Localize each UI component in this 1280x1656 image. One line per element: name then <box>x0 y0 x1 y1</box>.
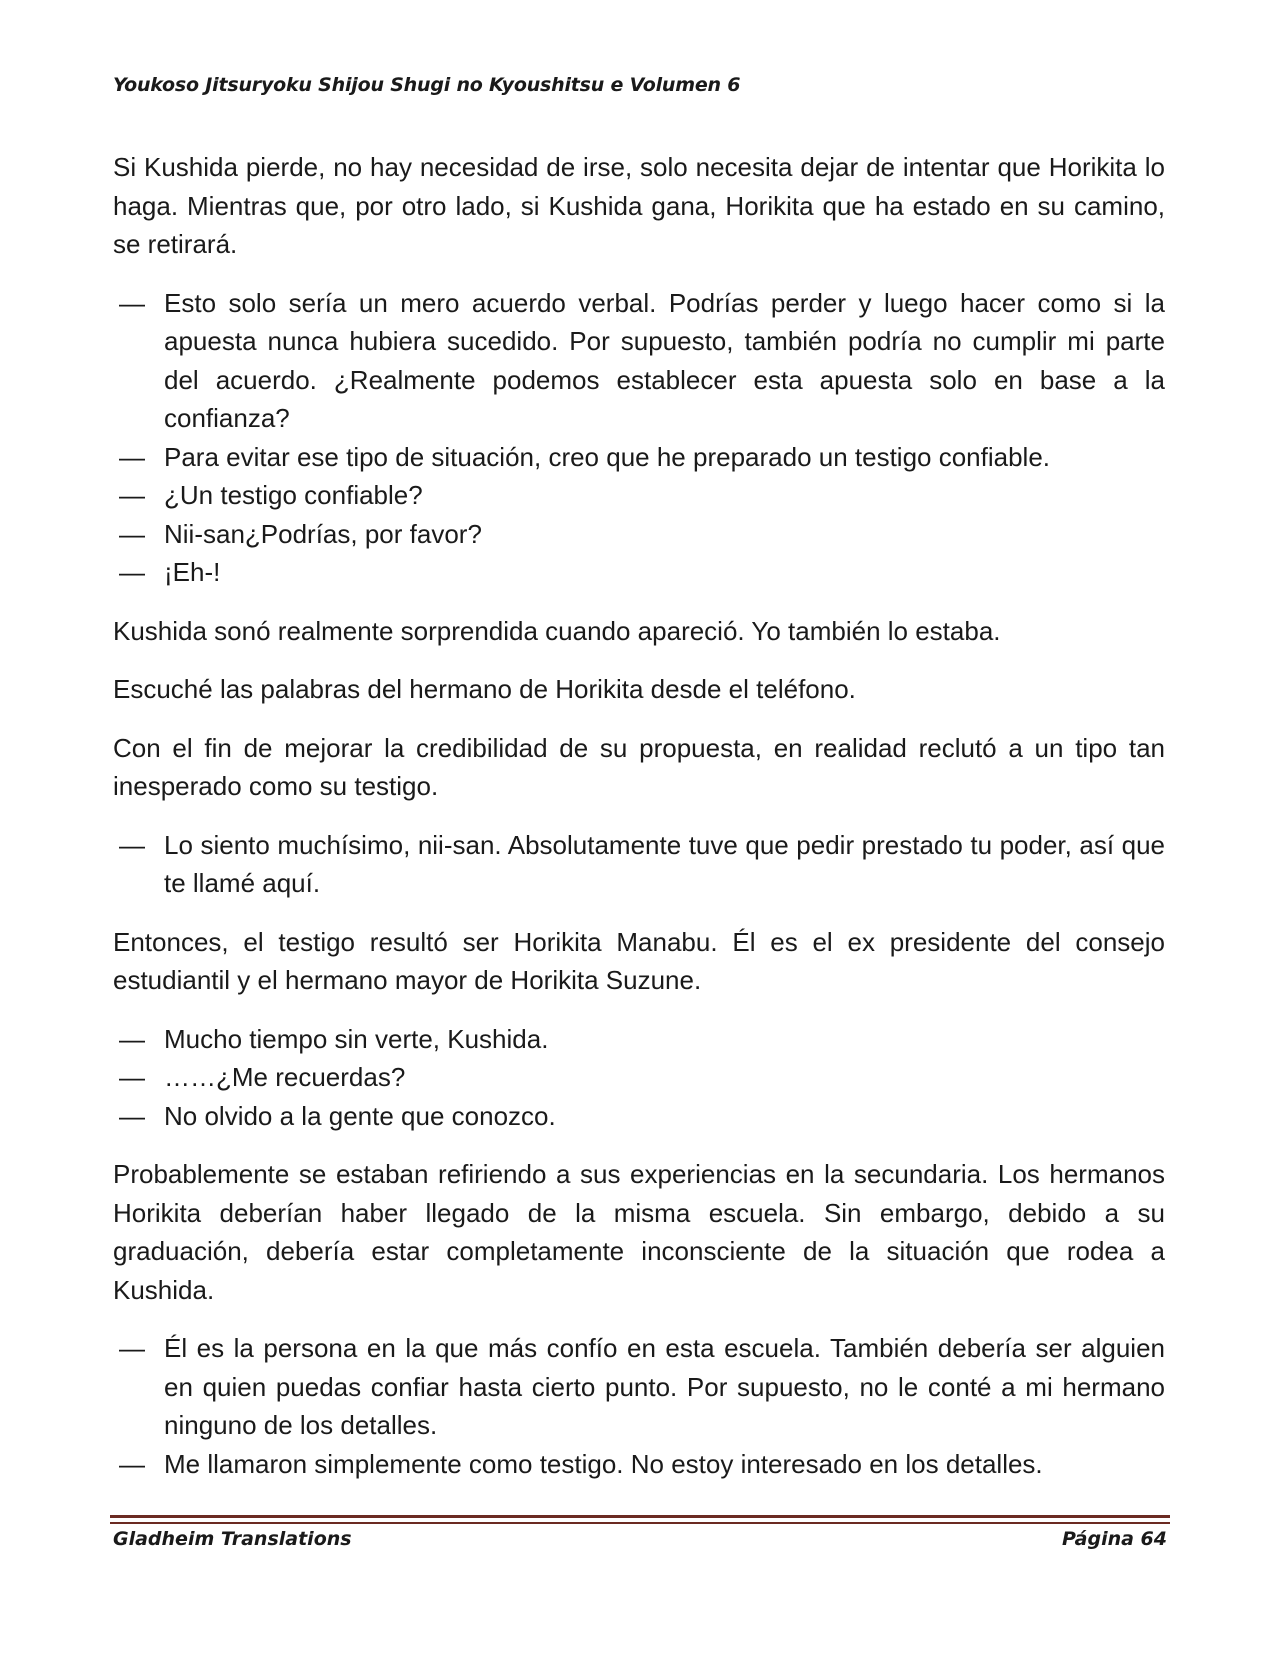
dialogue-group <box>113 1329 1165 1483</box>
dialogue-text: Mucho tiempo sin verte, Kushida. <box>164 1023 549 1054</box>
dialogue-text: Nii-san¿Podrías, por favor? <box>164 518 482 549</box>
dialogue-line <box>119 284 1165 438</box>
dialogue-line <box>119 1058 1165 1097</box>
dialogue-text: Él es la persona en la que más confío en esta escuela. También debería ser alguien en quien puedas confiar hasta cierto punto. Por supuesto, no le conté a mi hermano ninguno de los detalles. <box>164 1333 1165 1440</box>
dialogue-group <box>113 826 1165 903</box>
dialogue-line <box>119 1020 1165 1059</box>
dialogue-text: Me llamaron simplemente como testigo. No estoy interesado en los detalles. <box>164 1448 1043 1479</box>
dialogue-text: ¿Un testigo confiable? <box>164 480 423 510</box>
dialogue-text: ……¿Me recuerdas? <box>164 1062 406 1092</box>
dialogue-dash: — <box>119 480 145 510</box>
paragraph: Probablemente se estaban refiriendo a sus experiencias en la secundaria. Los hermanos Horikita deberían haber llegado de la misma escuela. Sin embargo, debido a su graduación, debería estar completamente inconsciente de la situación que rodea a Kushida. <box>113 1159 1165 1305</box>
paragraph: Escuché las palabras del hermano de Horikita desde el teléfono. <box>113 674 856 704</box>
dialogue-line <box>119 438 1165 477</box>
dialogue-line <box>119 1097 1165 1136</box>
dialogue-dash: — <box>119 557 145 587</box>
dialogue-line <box>119 1445 1165 1484</box>
dialogue-line <box>119 476 1165 515</box>
dialogue-text: Para evitar ese tipo de situación, creo que he preparado un testigo confiable. <box>164 441 1051 472</box>
footer-translator: Gladheim Translations <box>113 1528 352 1550</box>
dialogue-dash: — <box>119 1023 145 1054</box>
dialogue-dash: — <box>119 441 145 472</box>
paragraph: Kushida sonó realmente sorprendida cuando apareció. Yo también lo estaba. <box>113 615 1001 646</box>
dialogue-line <box>119 826 1165 903</box>
paragraph: Si Kushida pierde, no hay necesidad de irse, solo necesita dejar de intentar que Horikita lo haga. Mientras que, por otro lado, si Kushida gana, Horikita que ha estado en su camino, se retirará. <box>113 152 1165 259</box>
dialogue-dash: — <box>119 518 145 549</box>
dialogue-dash: — <box>119 287 145 318</box>
dialogue-text: No olvido a la gente que conozco. <box>164 1100 556 1131</box>
paragraph: Entonces, el testigo resultó ser Horikita Manabu. Él es el ex presidente del consejo estudiantil y el hermano mayor de Horikita Suzune. <box>113 926 1165 995</box>
footer-divider <box>110 1515 1170 1524</box>
paragraph: Con el fin de mejorar la credibilidad de su propuesta, en realidad reclutó a un tipo tan inesperado como su testigo. <box>113 732 1165 801</box>
dialogue-dash: — <box>119 1448 145 1479</box>
footer-page-number: Página 64 <box>1061 1528 1167 1550</box>
dialogue-group <box>113 284 1165 592</box>
page-body <box>113 148 1165 1503</box>
dialogue-dash: — <box>119 1062 145 1092</box>
page-header-title: Youkoso Jitsuryoku Shijou Shugi no Kyoushitsu e Volumen 6 <box>113 74 741 96</box>
dialogue-dash: — <box>119 1333 145 1363</box>
dialogue-text: ¡Eh-! <box>164 557 221 587</box>
dialogue-line <box>119 1329 1165 1445</box>
dialogue-group <box>113 1020 1165 1136</box>
dialogue-text: Esto solo sería un mero acuerdo verbal. Podrías perder y luego hacer como si la apuesta nunca hubiera sucedido. Por supuesto, también podría no cumplir mi parte del acuerdo. ¿Realmente podemos establecer esta apuesta solo en base a la confianza? <box>164 287 1165 433</box>
dialogue-dash: — <box>119 1100 145 1131</box>
dialogue-line <box>119 553 1165 592</box>
dialogue-line <box>119 515 1165 554</box>
dialogue-dash: — <box>119 829 145 860</box>
dialogue-text: Lo siento muchísimo, nii-san. Absolutamente tuve que pedir prestado tu poder, así que te llamé aquí. <box>164 829 1165 898</box>
